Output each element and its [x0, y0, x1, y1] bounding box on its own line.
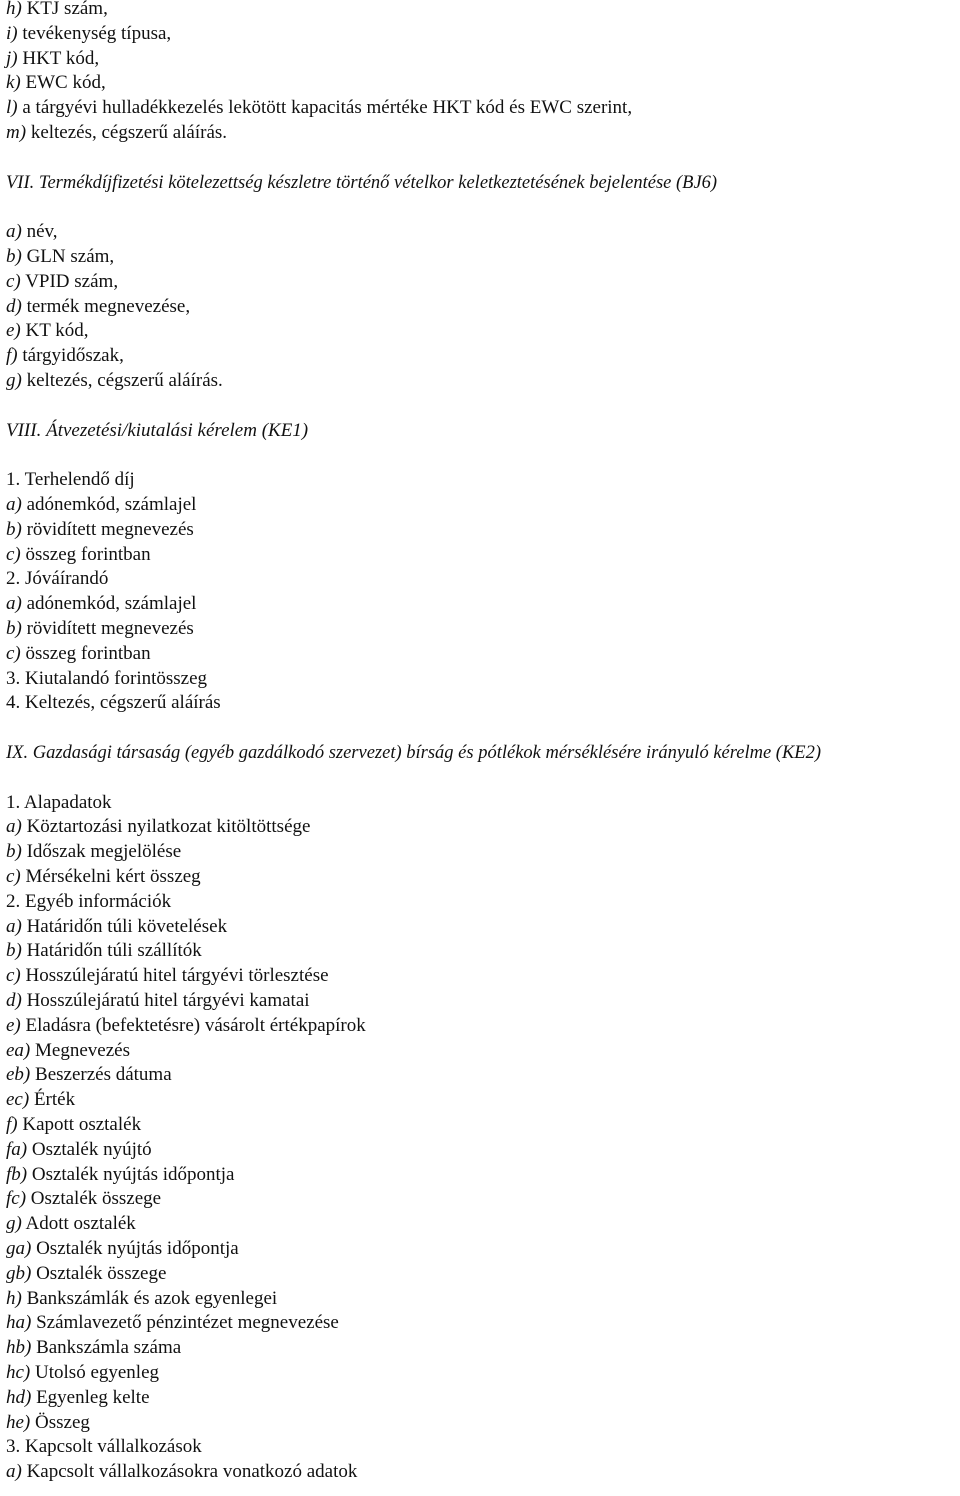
item-label: j)	[6, 47, 18, 69]
item-text: Hosszúlejáratú hitel tárgyévi kamatai	[26, 990, 310, 1011]
item-text: 4. Keltezés, cégszerű aláírás	[6, 692, 221, 714]
list-item	[6, 1361, 159, 1385]
item-text: GLN szám,	[26, 246, 115, 267]
item-text: Osztalék összege	[30, 1188, 162, 1210]
list-item	[6, 815, 310, 839]
item-label: b)	[6, 518, 22, 540]
item-label: he)	[6, 1411, 31, 1433]
item-text: Utolsó egyenleg	[35, 1362, 160, 1383]
item-text: Megnevezés	[35, 1039, 130, 1061]
numbered-heading	[6, 667, 207, 691]
item-label: ea)	[6, 1039, 31, 1061]
numbered-heading	[6, 468, 135, 492]
item-text: Egyenleg kelte	[36, 1386, 150, 1408]
item-text: adónemkód, számlajel	[26, 494, 197, 515]
list-item	[6, 1411, 90, 1435]
item-label: g)	[6, 1213, 22, 1235]
item-text: név,	[26, 221, 58, 243]
item-text: HKT kód,	[22, 47, 100, 69]
item-text: 3. Kiutalandó forintösszeg	[6, 667, 208, 689]
list-item	[6, 989, 310, 1013]
item-label: e)	[6, 320, 21, 342]
list-item	[6, 1014, 366, 1038]
list-item	[6, 1039, 130, 1063]
item-label: a)	[6, 915, 22, 937]
item-text: 2. Jóváírandó	[6, 568, 109, 590]
section-heading: IX. Gazdasági társaság (egyéb gazdálkodó szervezet) bírság és pótlékok mérséklésére irányuló kérelme (KE2)	[6, 743, 822, 763]
list-item	[6, 1138, 152, 1162]
item-text: rövidített megnevezés	[26, 518, 194, 540]
numbered-heading	[6, 691, 221, 715]
numbered-heading	[6, 567, 108, 591]
numbered-heading	[6, 1435, 202, 1459]
list-item	[6, 617, 194, 641]
item-text: Érték	[33, 1089, 76, 1111]
item-label: eb)	[6, 1064, 31, 1086]
item-label: b)	[6, 246, 22, 267]
item-text: 1. Alapadatok	[6, 791, 112, 813]
list-item	[6, 939, 202, 963]
item-label: e)	[6, 1014, 21, 1036]
item-label: hd)	[6, 1386, 32, 1408]
item-text: Köztartozási nyilatkozat kitöltöttsége	[26, 816, 311, 838]
list-item	[6, 1113, 141, 1137]
item-text: Adott osztalék	[25, 1213, 136, 1235]
item-text: Kapcsolt vállalkozásokra vonatkozó adatok	[26, 1461, 358, 1483]
item-label: fc)	[6, 1188, 27, 1210]
list-item	[6, 1187, 161, 1211]
item-text: Hosszúlejáratú hitel tárgyévi törlesztése	[25, 965, 329, 987]
list-item	[6, 964, 329, 988]
item-text: rövidített megnevezés	[26, 618, 194, 639]
item-label: hc)	[6, 1362, 31, 1383]
list-item	[6, 0, 108, 21]
item-text: 3. Kapcsolt vállalkozások	[6, 1436, 202, 1458]
list-item	[6, 319, 89, 343]
list-item	[6, 1262, 166, 1286]
item-label: a)	[6, 1461, 22, 1483]
list-item	[6, 543, 151, 567]
item-label: k)	[6, 72, 21, 94]
list-item	[6, 71, 106, 95]
item-text: tárgyidőszak,	[22, 345, 124, 367]
item-text: tevékenység típusa,	[22, 22, 172, 44]
item-text: 2. Egyéb információk	[6, 890, 172, 912]
item-label: c)	[6, 866, 21, 887]
list-item	[6, 295, 190, 319]
item-label: hb)	[6, 1337, 32, 1359]
list-item	[6, 270, 118, 294]
item-label: l)	[6, 97, 18, 119]
list-item	[6, 493, 196, 517]
section-heading: VII. Termékdíjfizetési kötelezettség készletre történő vételkor keletkeztetésének bejelentése (BJ6)	[6, 172, 718, 193]
list-item	[6, 1460, 357, 1484]
list-item	[6, 1336, 181, 1360]
item-label: b)	[6, 618, 22, 639]
list-item	[6, 1386, 150, 1410]
section-heading: VIII. Átvezetési/kiutalási kérelem (KE1)	[6, 419, 309, 441]
item-label: fa)	[6, 1138, 28, 1160]
item-text: 1. Terhelendő díj	[6, 469, 135, 491]
item-label: d)	[6, 990, 22, 1011]
item-text: Osztalék összege	[36, 1262, 167, 1284]
item-text: Számlavezető pénzintézet megnevezése	[36, 1312, 339, 1334]
item-label: h)	[6, 1287, 22, 1309]
item-text: összeg forintban	[25, 543, 151, 565]
item-text: Beszerzés dátuma	[35, 1064, 172, 1086]
list-item	[6, 915, 227, 939]
item-label: c)	[6, 965, 21, 987]
item-label: m)	[6, 122, 27, 143]
item-label: fb)	[6, 1163, 28, 1185]
list-item	[6, 1212, 136, 1236]
item-label: b)	[6, 940, 22, 962]
item-label: a)	[6, 221, 22, 243]
list-item	[6, 865, 201, 889]
list-item	[6, 1063, 172, 1087]
item-label: f)	[6, 1114, 18, 1135]
item-label: a)	[6, 494, 22, 515]
list-item	[6, 121, 227, 145]
list-item	[6, 245, 114, 269]
item-text: Bankszámla száma	[36, 1337, 182, 1359]
list-item	[6, 518, 194, 542]
item-text: Határidőn túli szállítók	[26, 940, 202, 962]
list-item	[6, 1311, 339, 1335]
item-label: h)	[6, 0, 22, 19]
item-label: c)	[6, 543, 21, 565]
item-label: a)	[6, 816, 22, 838]
list-item	[6, 1237, 239, 1261]
item-label: a)	[6, 593, 22, 615]
item-text: Osztalék nyújtó	[31, 1138, 152, 1160]
item-label: g)	[6, 370, 22, 391]
list-item	[6, 344, 124, 368]
list-item	[6, 840, 181, 864]
item-label: c)	[6, 642, 21, 664]
item-text: termék megnevezése,	[26, 295, 191, 317]
item-label: gb)	[6, 1262, 32, 1284]
item-text: Osztalék nyújtás időpontja	[31, 1163, 235, 1185]
item-text: Kapott osztalék	[22, 1114, 142, 1135]
item-text: Időszak megjelölése	[26, 841, 182, 863]
list-item	[6, 47, 99, 71]
item-text: Bankszámlák és azok egyenlegei	[26, 1287, 278, 1309]
list-item	[6, 369, 223, 393]
item-label: f)	[6, 345, 18, 367]
item-text: Mérsékelni kért összeg	[25, 866, 201, 887]
item-label: i)	[6, 22, 18, 44]
item-text: EWC kód,	[25, 72, 106, 94]
numbered-heading	[6, 890, 171, 914]
list-item	[6, 642, 151, 666]
item-text: Összeg	[35, 1411, 90, 1433]
item-label: b)	[6, 841, 22, 863]
item-label: ec)	[6, 1089, 30, 1111]
item-text: összeg forintban	[25, 642, 151, 664]
item-text: a tárgyévi hulladékkezelés lekötött kapacitás mértéke HKT kód és EWC szerint,	[22, 97, 633, 119]
list-item	[6, 1287, 277, 1311]
list-item	[6, 220, 58, 244]
item-text: keltezés, cégszerű aláírás.	[30, 122, 228, 143]
item-text: KTJ szám,	[26, 0, 108, 19]
item-text: adónemkód, számlajel	[26, 593, 197, 615]
item-label: c)	[6, 270, 21, 292]
list-item	[6, 96, 632, 120]
item-label: ga)	[6, 1238, 32, 1259]
item-text: Osztalék nyújtás időpontja	[36, 1238, 239, 1259]
item-label: ha)	[6, 1312, 32, 1334]
item-text: VPID szám,	[25, 270, 119, 292]
item-text: KT kód,	[25, 320, 89, 342]
list-item	[6, 1088, 75, 1112]
list-item	[6, 592, 196, 616]
item-text: Határidőn túli követelések	[26, 915, 228, 937]
item-label: d)	[6, 295, 22, 317]
item-text: keltezés, cégszerű aláírás.	[26, 370, 223, 391]
list-item	[6, 22, 171, 46]
list-item	[6, 1163, 235, 1187]
numbered-heading	[6, 791, 112, 815]
item-text: Eladásra (befektetésre) vásárolt értékpapírok	[25, 1014, 366, 1036]
